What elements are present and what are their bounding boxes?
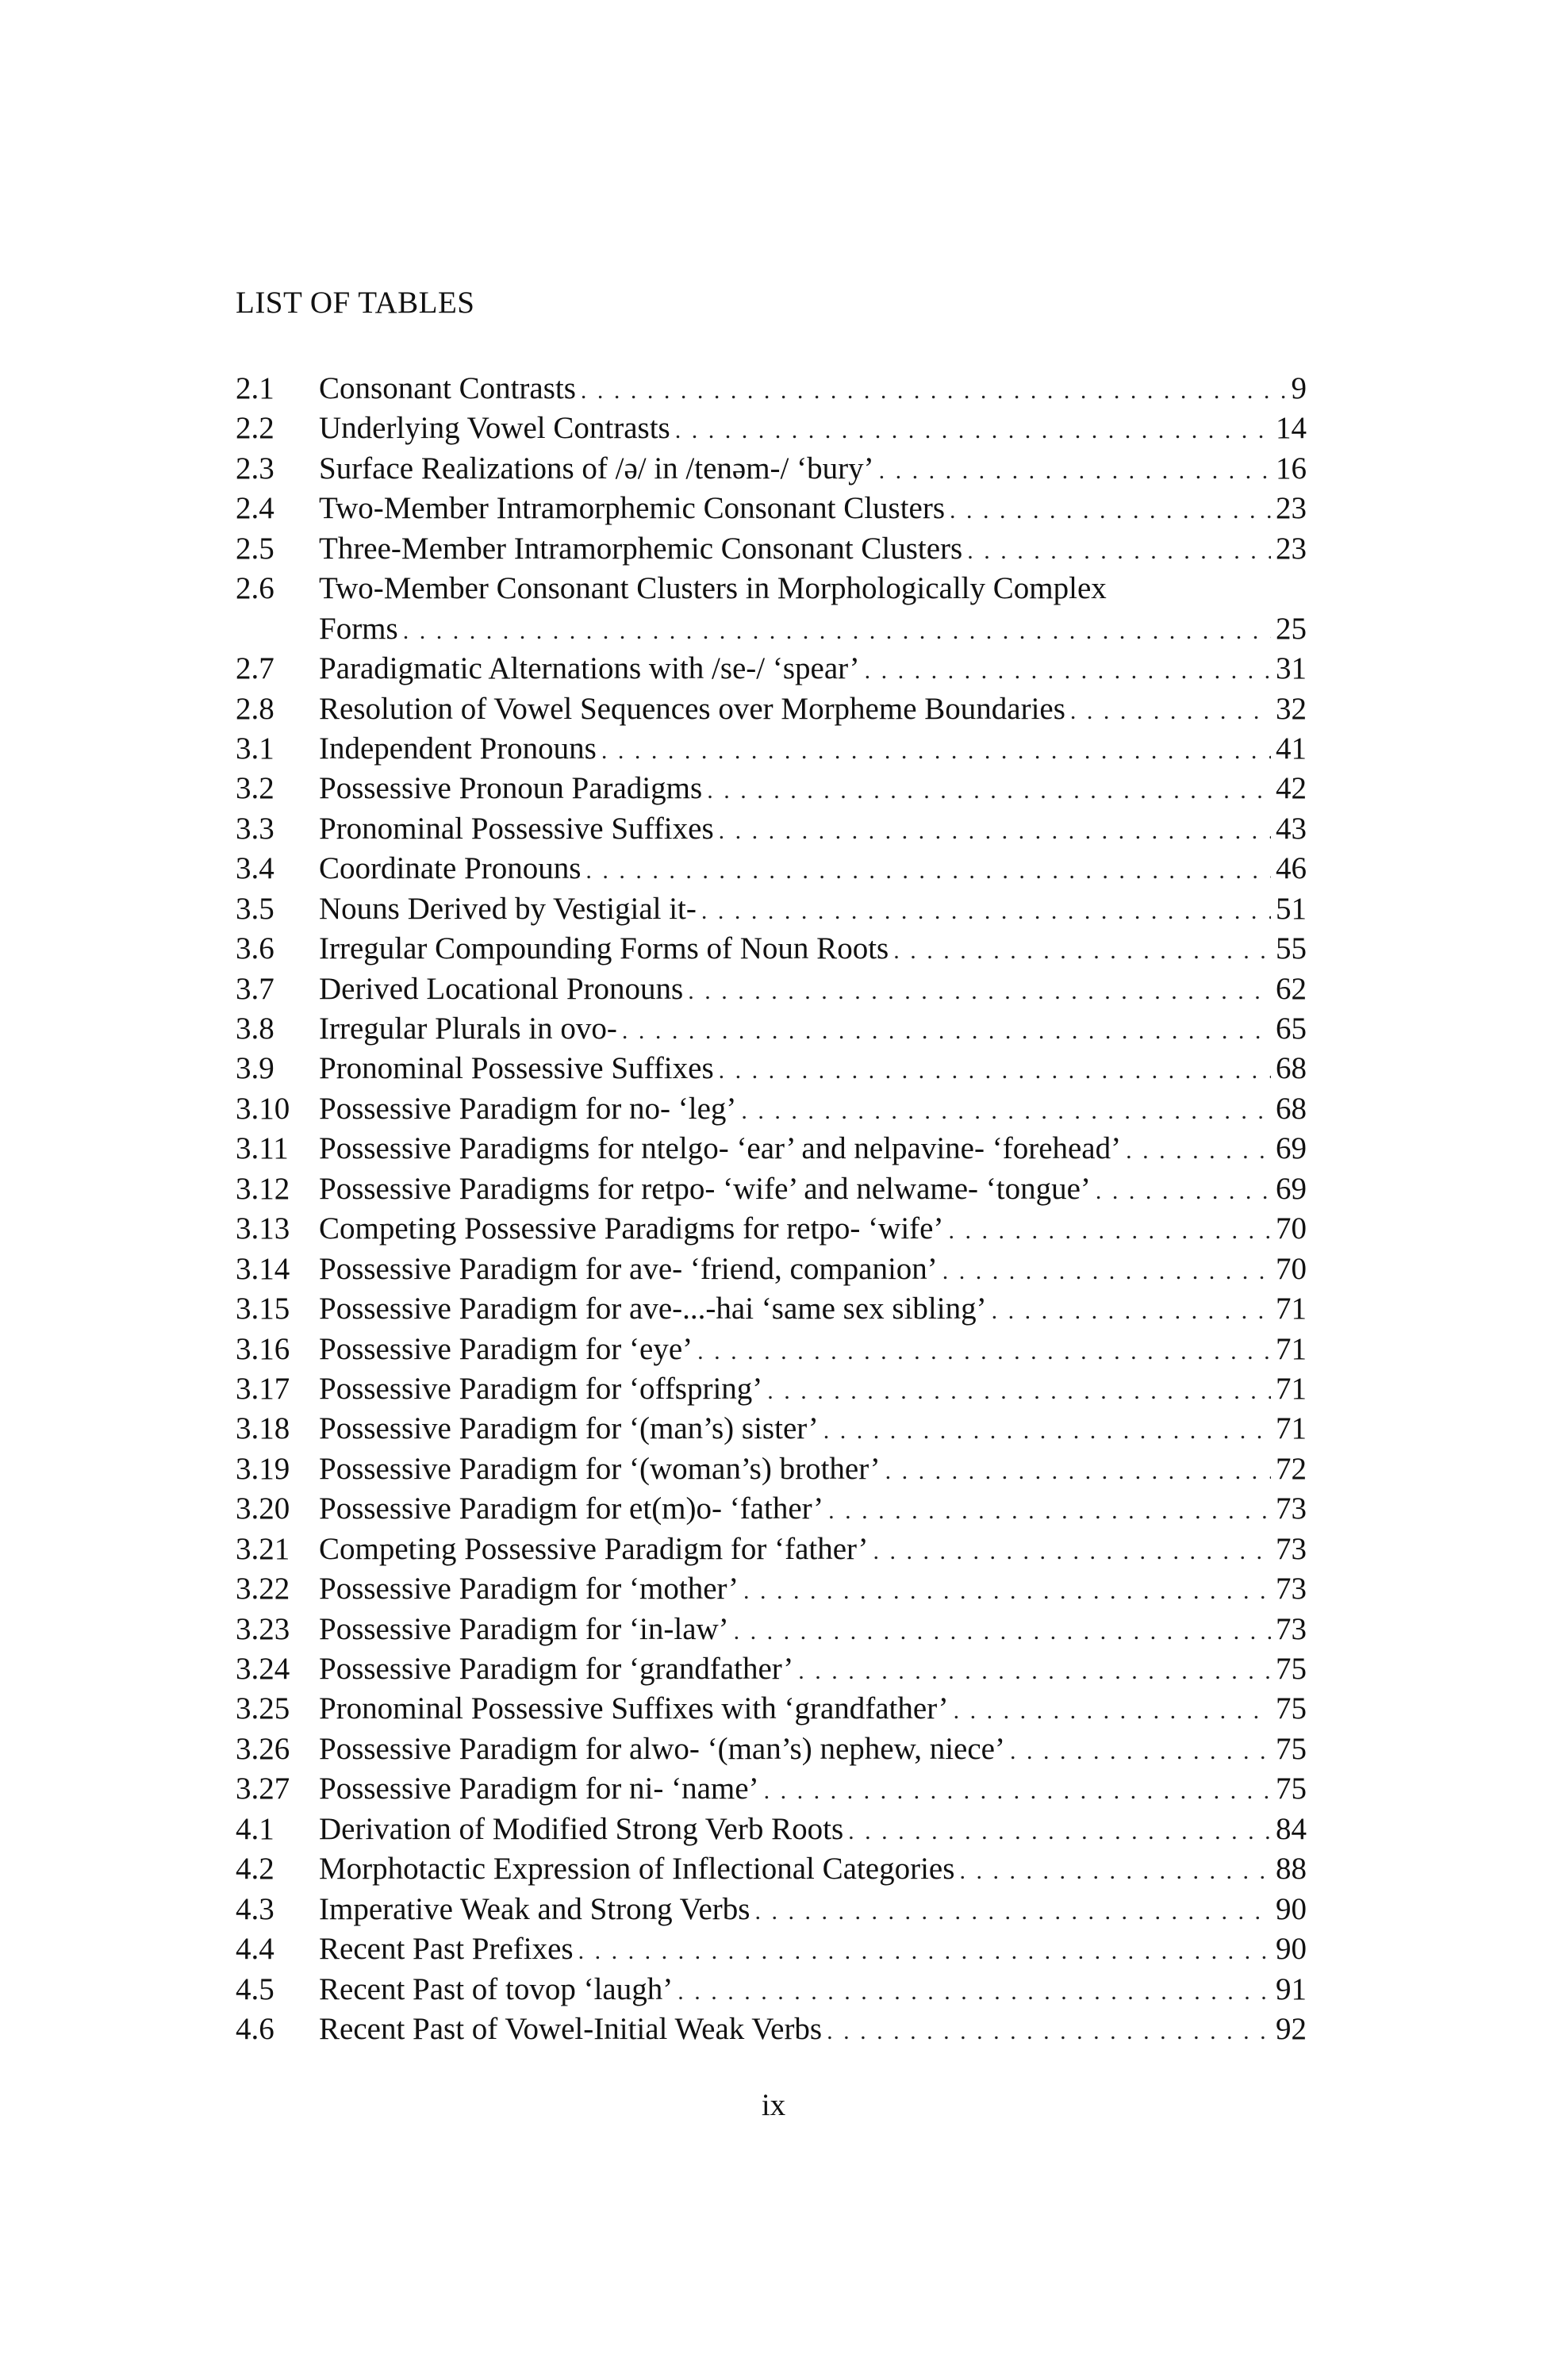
- dot-leader: [1070, 692, 1271, 731]
- page-ref: 68: [1276, 1051, 1307, 1086]
- dot-leader: [865, 651, 1271, 691]
- list-item[interactable]: [236, 969, 1307, 1009]
- page-ref: 92: [1276, 2011, 1307, 2046]
- dot-leader: [827, 2012, 1271, 2052]
- table-number: 3.17: [236, 1371, 290, 1406]
- table-title: Irregular Plurals in ovo-: [319, 1012, 617, 1046]
- dot-leader: [734, 1612, 1271, 1652]
- dot-leader: [967, 532, 1271, 571]
- dot-leader: [1096, 1172, 1271, 1211]
- table-title: Possessive Pronoun Paradigms: [319, 771, 703, 806]
- table-number: 2.2: [236, 411, 274, 446]
- list-item[interactable]: [236, 1890, 1307, 1929]
- table-number: 3.21: [236, 1531, 290, 1566]
- dot-leader: [741, 1092, 1271, 1131]
- list-item[interactable]: [236, 1649, 1307, 1689]
- list-item[interactable]: [236, 2010, 1307, 2049]
- table-title: Recent Past Prefixes: [319, 1932, 574, 1967]
- page-ref: 91: [1276, 1971, 1307, 2006]
- list-item[interactable]: [236, 1769, 1307, 1809]
- table-number: 3.12: [236, 1171, 290, 1206]
- page-ref: 71: [1276, 1331, 1307, 1366]
- table-title: Possessive Paradigm for ave-...-hai ‘same sex sibling’: [319, 1292, 987, 1326]
- page-ref: 70: [1276, 1251, 1307, 1286]
- list-item[interactable]: [236, 649, 1307, 689]
- dot-leader: [697, 1332, 1271, 1372]
- table-title: Imperative Weak and Strong Verbs: [319, 1891, 750, 1926]
- page-ref: 41: [1276, 731, 1307, 766]
- table-title: Possessive Paradigm for ave- ‘friend, companion’: [319, 1251, 938, 1286]
- page-ref: 90: [1276, 1891, 1307, 1926]
- page-ref: 75: [1276, 1731, 1307, 1766]
- page-ref: 71: [1276, 1292, 1307, 1326]
- table-number: 3.15: [236, 1292, 290, 1326]
- table-number: 4.4: [236, 1932, 274, 1967]
- table-number: 3.5: [236, 891, 274, 926]
- page-ref: 75: [1276, 1772, 1307, 1806]
- dot-leader: [823, 1411, 1271, 1451]
- dot-leader: [873, 1532, 1271, 1572]
- page-ref: 14: [1276, 411, 1307, 446]
- table-title: Possessive Paradigms for ntelgo- ‘ear’ and nelpavine- ‘forehead’: [319, 1131, 1122, 1166]
- dot-leader: [764, 1772, 1271, 1811]
- list-item[interactable]: [236, 1610, 1307, 1649]
- table-number: 3.4: [236, 851, 274, 886]
- list-item[interactable]: [236, 729, 1307, 769]
- page-ref: 73: [1276, 1611, 1307, 1646]
- page-ref: 42: [1276, 771, 1307, 806]
- table-number: 3.9: [236, 1051, 274, 1086]
- page-ref: 23: [1276, 491, 1307, 526]
- table-number: 3.1: [236, 731, 274, 766]
- page-ref: 16: [1276, 451, 1307, 486]
- table-title: Two-Member Consonant Clusters in Morphologically Complex: [319, 571, 1107, 606]
- dot-leader: [992, 1292, 1271, 1331]
- list-item[interactable]: [236, 1369, 1307, 1409]
- dot-leader: [719, 1051, 1271, 1091]
- dot-leader: [942, 1252, 1271, 1292]
- list-item[interactable]: [236, 1009, 1307, 1049]
- table-title: Competing Possessive Paradigms for retpo- ‘wife’: [319, 1211, 944, 1246]
- dot-leader: [879, 451, 1271, 491]
- list-item[interactable]: [236, 1209, 1307, 1249]
- table-title: Consonant Contrasts: [319, 371, 576, 405]
- list-item[interactable]: [236, 1449, 1307, 1489]
- dot-leader: [719, 812, 1271, 851]
- page-ref: 65: [1276, 1012, 1307, 1046]
- table-number: 2.8: [236, 691, 274, 726]
- table-number: 3.10: [236, 1091, 290, 1126]
- table-title: Derivation of Modified Strong Verb Roots: [319, 1811, 844, 1846]
- dot-leader: [954, 1691, 1271, 1731]
- table-title: Coordinate Pronouns: [319, 851, 582, 886]
- table-number: 3.19: [236, 1451, 290, 1486]
- page-ref: 75: [1276, 1691, 1307, 1726]
- list-item[interactable]: [236, 1569, 1307, 1609]
- dot-leader: [1010, 1732, 1271, 1772]
- list-item[interactable]: [236, 1689, 1307, 1729]
- table-title: Irregular Compounding Forms of Noun Roots: [319, 931, 889, 966]
- table-number: 3.24: [236, 1652, 290, 1687]
- dot-leader: [767, 1372, 1271, 1411]
- table-title: Possessive Paradigm for ‘offspring’: [319, 1371, 763, 1406]
- table-title: Recent Past of tovop ‘laugh’: [319, 1971, 674, 2006]
- dot-leader: [948, 1211, 1271, 1251]
- list-item[interactable]: [236, 929, 1307, 969]
- dot-leader: [950, 491, 1271, 531]
- list-item[interactable]: [236, 1169, 1307, 1209]
- dot-leader: [622, 1012, 1271, 1051]
- dot-leader: [601, 731, 1271, 771]
- page-ref: 69: [1276, 1171, 1307, 1206]
- table-title: Two-Member Intramorphemic Consonant Clusters: [319, 491, 946, 526]
- list-item[interactable]: [236, 1729, 1307, 1769]
- table-title-continuation-line: [319, 609, 1307, 651]
- table-title: Underlying Vowel Contrasts: [319, 411, 670, 446]
- table-title: Pronominal Possessive Suffixes: [319, 811, 714, 846]
- page-ref: 69: [1276, 1131, 1307, 1166]
- list-item[interactable]: [236, 1530, 1307, 1569]
- table-title: Possessive Paradigm for ‘(woman’s) brother’: [319, 1451, 881, 1486]
- list-item[interactable]: [236, 1289, 1307, 1329]
- table-title: Independent Pronouns: [319, 731, 597, 766]
- table-title: Possessive Paradigm for no- ‘leg’: [319, 1091, 737, 1126]
- dot-leader: [1126, 1131, 1271, 1171]
- table-number: 4.1: [236, 1811, 274, 1846]
- page-ref: 68: [1276, 1091, 1307, 1126]
- table-title: Resolution of Vowel Sequences over Morpheme Boundaries: [319, 691, 1065, 726]
- list-item[interactable]: [236, 489, 1307, 528]
- table-title: Possessive Paradigms for retpo- ‘wife’ and nelwame- ‘tongue’: [319, 1171, 1091, 1206]
- list-item[interactable]: [236, 409, 1307, 448]
- table-number: 3.20: [236, 1491, 290, 1526]
- list-item[interactable]: [236, 1409, 1307, 1449]
- table-number: 3.23: [236, 1611, 290, 1646]
- table-number: 3.18: [236, 1411, 290, 1446]
- page-ref: 73: [1276, 1531, 1307, 1566]
- list-item[interactable]: [236, 1129, 1307, 1169]
- table-number: 2.1: [236, 371, 274, 405]
- table-number: 4.6: [236, 2011, 274, 2046]
- dot-leader: [707, 771, 1271, 811]
- dot-leader: [828, 1491, 1271, 1531]
- dot-leader: [403, 612, 1271, 651]
- table-number: 3.3: [236, 811, 274, 846]
- table-title: Pronominal Possessive Suffixes: [319, 1051, 714, 1086]
- table-title: Possessive Paradigm for ‘in-law’: [319, 1611, 729, 1646]
- page-number: ix: [761, 2088, 786, 2122]
- table-title: Pronominal Possessive Suffixes with ‘grandfather’: [319, 1691, 949, 1726]
- table-number: 4.2: [236, 1852, 274, 1887]
- page-ref: 9: [1291, 371, 1307, 405]
- list-item[interactable]: [236, 849, 1307, 889]
- list-item[interactable]: [236, 1089, 1307, 1129]
- table-number: 4.5: [236, 1971, 274, 2006]
- list-item[interactable]: [236, 1929, 1307, 1969]
- list-item[interactable]: [236, 1330, 1307, 1369]
- table-title: Possessive Paradigm for et(m)o- ‘father’: [319, 1491, 824, 1526]
- dot-leader: [688, 972, 1271, 1012]
- dot-leader: [754, 1892, 1271, 1932]
- table-title: Possessive Paradigm for ‘eye’: [319, 1331, 693, 1366]
- list-item[interactable]: [236, 529, 1307, 569]
- list-item[interactable]: [236, 1250, 1307, 1289]
- page-ref: 31: [1276, 651, 1307, 686]
- list-item[interactable]: [236, 1810, 1307, 1849]
- page-ref: 84: [1276, 1811, 1307, 1846]
- table-title: Recent Past of Vowel-Initial Weak Verbs: [319, 2011, 823, 2046]
- table-number: 2.3: [236, 451, 274, 486]
- table-title: Possessive Paradigm for ni- ‘name’: [319, 1772, 759, 1806]
- dot-leader: [959, 1852, 1271, 1891]
- dot-leader: [585, 851, 1271, 891]
- list-item[interactable]: [236, 369, 1307, 409]
- list-item[interactable]: [236, 809, 1307, 849]
- table-title: Nouns Derived by Vestigial it-: [319, 891, 697, 926]
- table-title: Morphotactic Expression of Inflectional Categories: [319, 1852, 955, 1887]
- table-number: 3.22: [236, 1572, 290, 1606]
- page-ref: 43: [1276, 811, 1307, 846]
- dot-leader: [893, 931, 1271, 971]
- page-ref: 62: [1276, 971, 1307, 1006]
- table-number: 2.6: [236, 571, 274, 606]
- table-title: Possessive Paradigm for ‘(man’s) sister’: [319, 1411, 819, 1446]
- dot-leader: [743, 1572, 1271, 1611]
- page-ref: 25: [1276, 611, 1307, 646]
- list-item[interactable]: [236, 1489, 1307, 1529]
- table-list: [236, 369, 1307, 2049]
- dot-leader: [885, 1452, 1271, 1491]
- list-item[interactable]: [236, 569, 1307, 649]
- list-item[interactable]: [236, 689, 1307, 729]
- table-number: 3.16: [236, 1331, 290, 1366]
- list-item[interactable]: [236, 1849, 1307, 1889]
- page-ref: 71: [1276, 1411, 1307, 1446]
- list-item[interactable]: [236, 769, 1307, 808]
- page-ref: 32: [1276, 691, 1307, 726]
- dot-leader: [701, 892, 1271, 931]
- page-ref: 90: [1276, 1932, 1307, 1967]
- list-item[interactable]: [236, 449, 1307, 489]
- table-title: Derived Locational Pronouns: [319, 971, 684, 1006]
- table-number: 2.7: [236, 651, 274, 686]
- page-title: LIST OF TABLES: [236, 286, 475, 320]
- page-ref: 71: [1276, 1371, 1307, 1406]
- table-number: 4.3: [236, 1891, 274, 1926]
- page-ref: 23: [1276, 531, 1307, 566]
- table-title: Possessive Paradigm for alwo- ‘(man’s) nephew, niece’: [319, 1731, 1005, 1766]
- dot-leader: [581, 371, 1287, 411]
- dot-leader: [848, 1812, 1271, 1852]
- table-title: Possessive Paradigm for ‘mother’: [319, 1572, 739, 1606]
- page-ref: 70: [1276, 1211, 1307, 1246]
- table-title: Surface Realizations of /ə/ in /tenəm-/ ‘bury’: [319, 451, 874, 486]
- list-item[interactable]: [236, 889, 1307, 929]
- table-title-continuation: Forms: [319, 611, 398, 646]
- page-ref: 72: [1276, 1451, 1307, 1486]
- table-number: 2.4: [236, 491, 274, 526]
- dot-leader: [578, 1932, 1271, 1971]
- page-ref: 75: [1276, 1652, 1307, 1687]
- table-number: 3.14: [236, 1251, 290, 1286]
- page-ref: 51: [1276, 891, 1307, 926]
- table-title: Possessive Paradigm for ‘grandfather’: [319, 1652, 794, 1687]
- table-title: Three-Member Intramorphemic Consonant Clusters: [319, 531, 963, 566]
- table-number: 3.26: [236, 1731, 290, 1766]
- table-number: 3.6: [236, 931, 274, 966]
- page-ref: 88: [1276, 1852, 1307, 1887]
- page-ref: 73: [1276, 1491, 1307, 1526]
- dot-leader: [675, 411, 1271, 451]
- dot-leader: [678, 1972, 1271, 2012]
- table-number: 3.27: [236, 1772, 290, 1806]
- table-number: 3.8: [236, 1012, 274, 1046]
- table-number: 3.13: [236, 1211, 290, 1246]
- table-number: 3.2: [236, 771, 274, 806]
- page-ref: 73: [1276, 1572, 1307, 1606]
- table-number: 3.11: [236, 1131, 289, 1166]
- page-ref: 55: [1276, 931, 1307, 966]
- list-item[interactable]: [236, 1970, 1307, 2010]
- table-number: 2.5: [236, 531, 274, 566]
- table-number: 3.7: [236, 971, 274, 1006]
- table-title: Competing Possessive Paradigm for ‘father’: [319, 1531, 869, 1566]
- list-item[interactable]: [236, 1049, 1307, 1088]
- page-ref: 46: [1276, 851, 1307, 886]
- table-title: Paradigmatic Alternations with /se-/ ‘spear’: [319, 651, 860, 686]
- table-number: 3.25: [236, 1691, 290, 1726]
- dot-leader: [798, 1652, 1271, 1691]
